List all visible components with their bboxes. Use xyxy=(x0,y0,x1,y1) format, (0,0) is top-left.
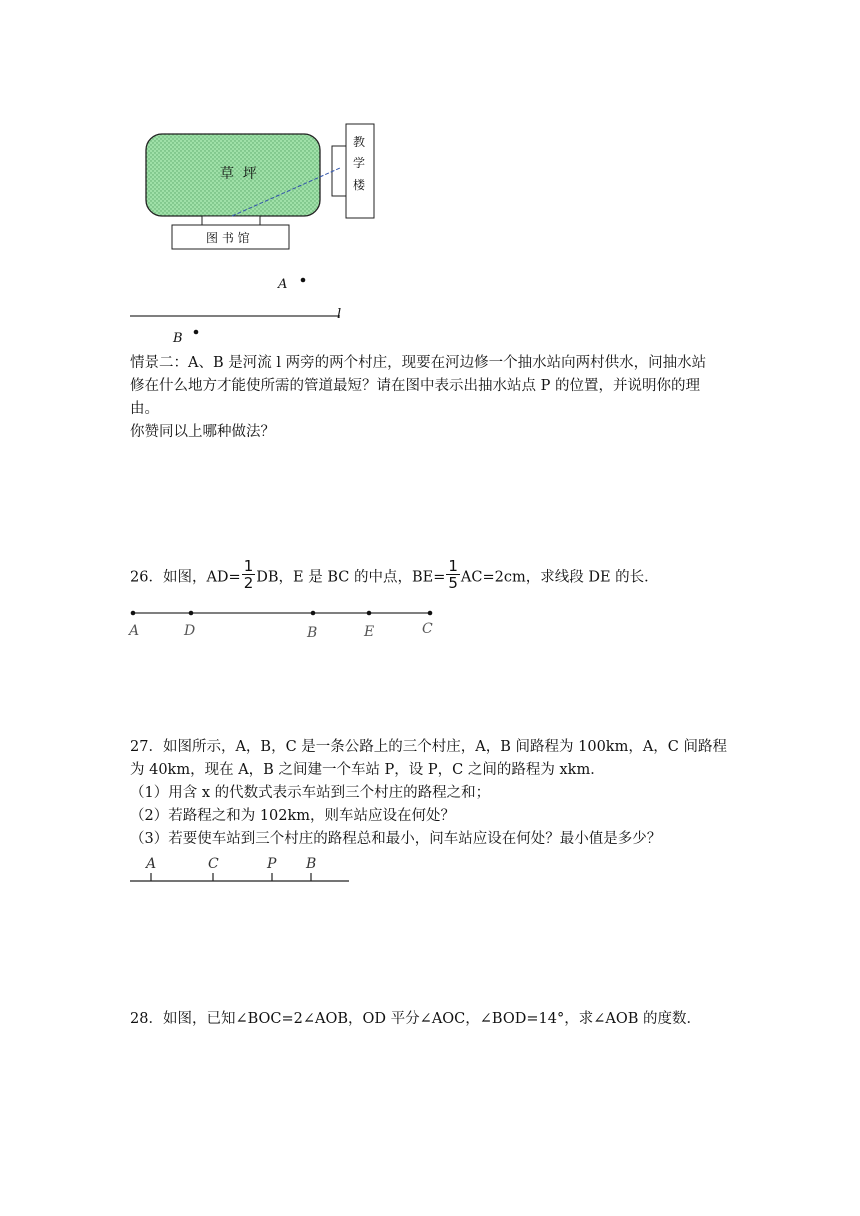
q26-point-b xyxy=(311,611,316,616)
q27-line-3: （1）用含 x 的代数式表示车站到三个村庄的路程之和； xyxy=(130,785,491,801)
q27-label-c: C xyxy=(208,856,219,872)
q26-label-c: C xyxy=(422,621,433,637)
q27-line-4: （2）若路程之和为 102km，则车站应设在何处？ xyxy=(130,808,456,824)
q26-label-d: D xyxy=(184,623,196,639)
river-figure xyxy=(125,268,355,346)
library-steps xyxy=(202,216,260,225)
scene2-line-3: 由。 xyxy=(130,401,159,417)
q26-point-e xyxy=(367,611,372,616)
q27-label-b: B xyxy=(306,856,317,872)
building-label-2: 学 xyxy=(353,156,366,170)
campus-figure xyxy=(140,118,380,256)
q26-point-d xyxy=(189,611,194,616)
q27-line-5: （3）若要使车站到三个村庄的路程总和最小，问车站应设在何处？最小值是多少？ xyxy=(130,831,662,847)
point-b xyxy=(194,330,199,335)
q27-label-p: P xyxy=(267,856,277,872)
q27-label-a: A xyxy=(146,856,157,872)
q27-line-2: 为 40km，现在 A，B 之间建一个车站 P，设 P，C 之间的路程为 xkm． xyxy=(130,762,605,778)
point-a-label: A xyxy=(278,277,288,292)
scene2-line-2: 修在什么地方才能使所需的管道最短？请在图中表示出抽水站点 P 的位置，并说明你的理 xyxy=(130,378,700,394)
q26-segment-figure xyxy=(125,602,445,642)
q26-label-e: E xyxy=(364,624,375,640)
point-a xyxy=(301,278,306,283)
building-label-1: 教 xyxy=(353,135,366,149)
q26-point-c xyxy=(428,611,433,616)
lawn-label: 草 坪 xyxy=(220,166,257,182)
line-l-label: l xyxy=(337,307,342,322)
q26-label-a: A xyxy=(129,623,140,639)
q27-line-1: 27．如图所示，A，B，C 是一条公路上的三个村庄，A，B 间路程为 100km，A，C 间路程 xyxy=(130,739,728,755)
q26-fraction-2: $\frac{1}{5}$ xyxy=(448,557,458,592)
library-label: 图 书 馆 xyxy=(206,231,250,245)
q26-middle: DB，E 是 BC 的中点，BE= xyxy=(256,569,446,586)
q26-fraction-1: $\frac{1}{2}$ xyxy=(243,557,254,592)
scene2-line-1: 情景二：A、B 是河流 l 两旁的两个村庄，现要在河边修一个抽水站向两村供水，问抽水站 xyxy=(130,355,707,371)
q26-prefix: 26．如图，AD= xyxy=(130,569,241,586)
scene2-line-4: 你赞同以上哪种做法？ xyxy=(130,424,275,440)
q26-text xyxy=(130,557,659,592)
q26-label-b: B xyxy=(307,625,318,641)
point-b-label: B xyxy=(173,331,183,346)
building-label-3: 楼 xyxy=(353,178,366,192)
q28-text: 28．如图，已知∠BOC=2∠AOB，OD 平分∠AOC，∠BOD=14°，求∠AOB 的度数． xyxy=(130,1011,701,1027)
q27-road-figure xyxy=(125,852,360,892)
q26-suffix: AC=2cm，求线段 DE 的长． xyxy=(460,569,659,586)
q26-point-a xyxy=(131,611,136,616)
